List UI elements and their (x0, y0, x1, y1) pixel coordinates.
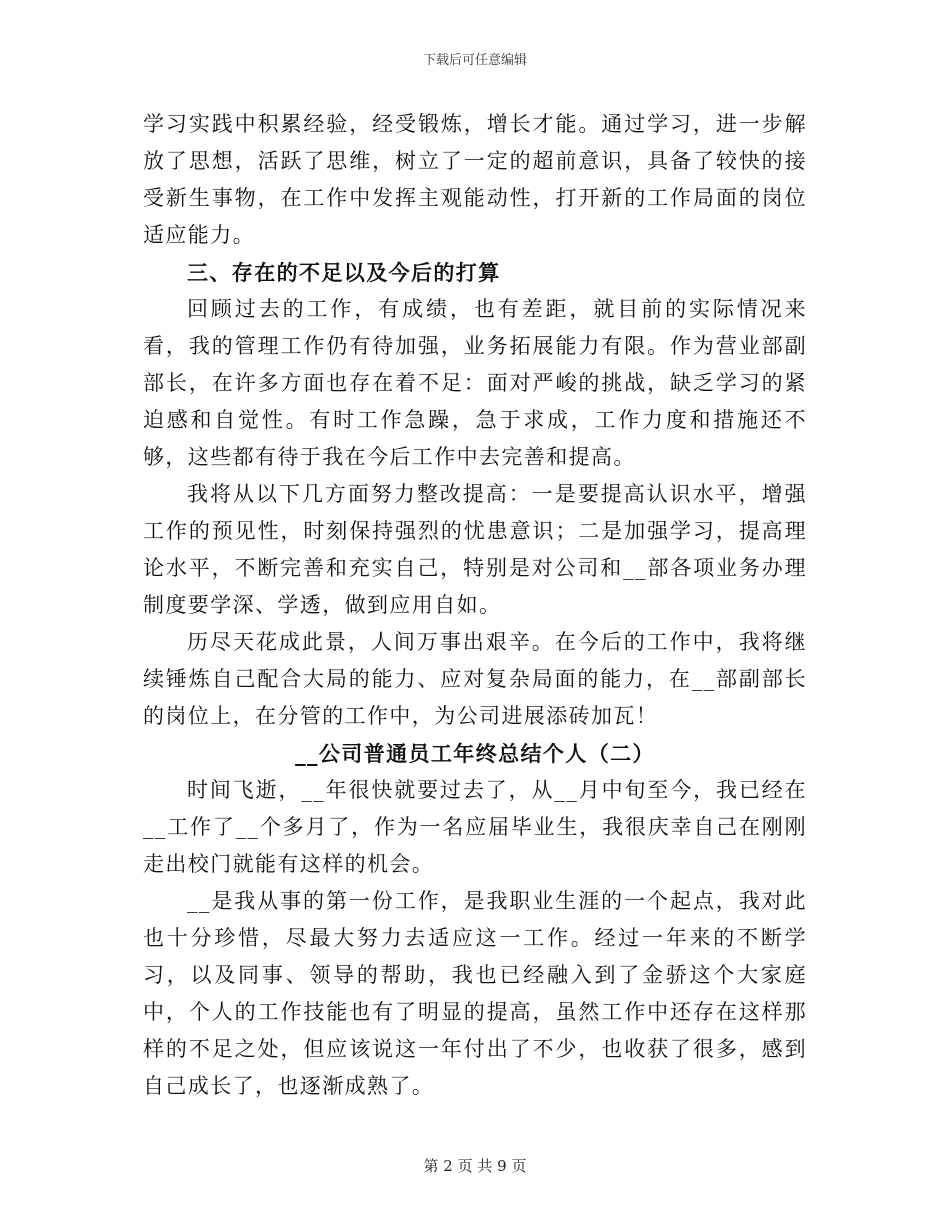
page-number: 第 2 页 共 9 页 (423, 1157, 527, 1175)
paragraph-intro: 时间飞逝，__年很快就要过去了，从__月中旬至今，我已经在__工作了__个多月了，作为一名应届毕业生，我很庆幸自己在刚刚走出校门就能有这样的机会。 (143, 778, 807, 876)
page-header: 下载后可任意编辑 (422, 53, 527, 68)
paragraph-improvement: 我将从以下几方面努力整改提高：一是要提高认识水平，增强工作的预见性，时刻保持强烈的忧患意识；二是加强学习，提高理论水平，不断完善和充实自己，特别是对公司和__部各项业务办理制度要学深、学透，做到应用自如。 (143, 482, 807, 617)
paragraph-first-job: __是我从事的第一份工作，是我职业生涯的一个起点，我对此也十分珍惜，尽最大努力去适应这一工作。经过一年来的不断学习，以及同事、领导的帮助，我也已经融入到了金骄这个大家庭中，个人的工作技能也有了明显的提高，虽然工作中还存在这样那样的不足之处，但应该说这一年付出了不少，也收获了很多，感到自己成长了，也逐渐成熟了。 (143, 889, 807, 1098)
section-heading: 三、存在的不足以及今后的打算 (187, 260, 501, 285)
document-title: __公司普通员工年终总结个人（二） (295, 741, 655, 766)
paragraph-outlook: 历尽天花成此景，人间万事出艰辛。在今后的工作中，我将继续锤炼自己配合大局的能力、应对复杂局面的能力，在__部副部长的岗位上，在分管的工作中，为公司进展添砖加瓦！ (143, 630, 807, 728)
document-body (143, 106, 807, 1105)
paragraph-review: 回顾过去的工作，有成绩，也有差距，就目前的实际情况来看，我的管理工作仍有待加强，业务拓展能力有限。作为营业部副部长，在许多方面也存在着不足：面对严峻的挑战，缺乏学习的紧迫感和自觉性。有时工作急躁，急于求成，工作力度和措施还不够，这些都有待于我在今后工作中去完善和提高。 (143, 297, 807, 469)
paragraph-continued: 学习实践中积累经验，经受锻炼，增长才能。通过学习，进一步解放了思想，活跃了思维，树立了一定的超前意识，具备了较快的接受新生事物，在工作中发挥主观能动性，打开新的工作局面的岗位适应能力。 (143, 112, 807, 247)
